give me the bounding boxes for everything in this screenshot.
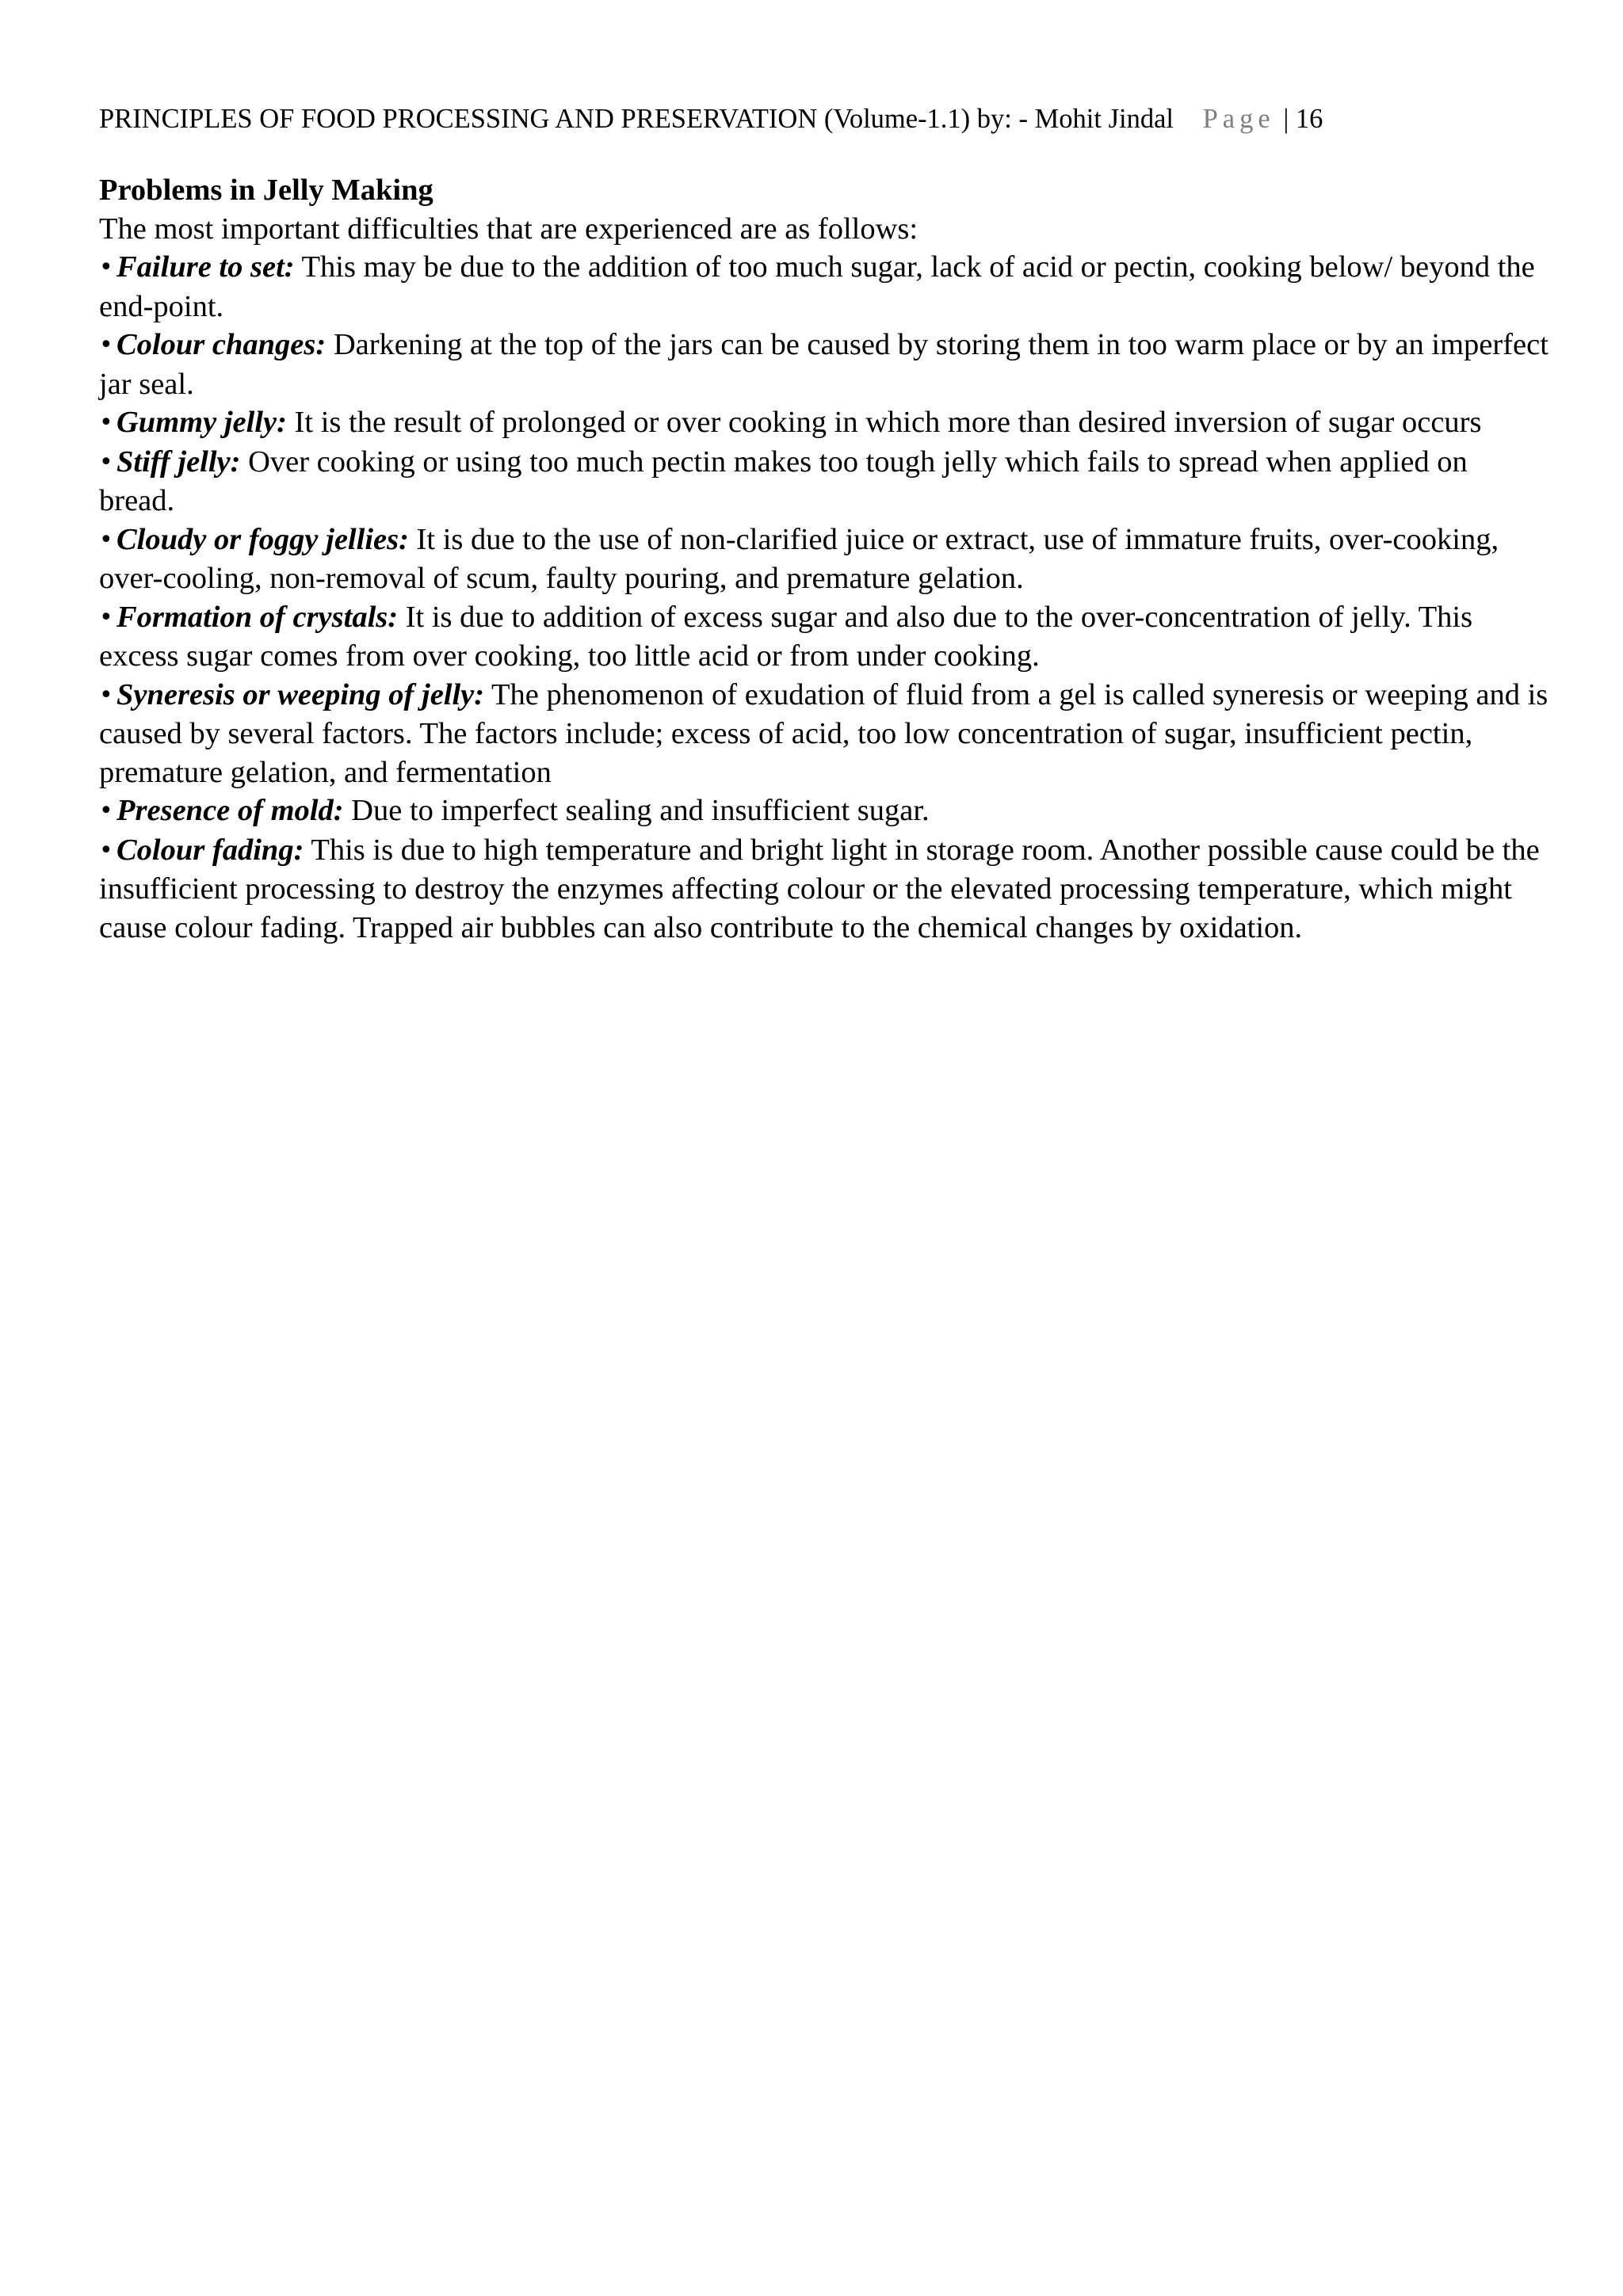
section-intro: The most important difficulties that are experienced are as follows: [99,212,918,246]
problem-term: Failure to set: [116,250,295,284]
problem-description: It is due to the use of non-clarified juice or extract, use of immature fruits, over-cooking, over-cooling, non-removal of scum, faulty pouring, and premature gelation. [99,522,1499,595]
problem-description: Due to imperfect sealing and insufficient sugar. [343,794,930,827]
problem-item-stiff-jelly [99,443,1549,521]
document-title: PRINCIPLES OF FOOD PROCESSING AND PRESERVATION (Volume-1.1) by: - Mohit Jindal [99,104,1174,134]
main-content [99,171,1549,947]
bullet-icon: • [99,797,113,825]
page-separator: | [1283,104,1289,134]
page-header [99,100,1526,138]
bullet-icon: • [99,836,113,864]
problem-description: Over cooking or using too much pectin makes too tough jelly which fails to spread when applied on bread. [99,444,1468,517]
problem-item-colour-changes [99,326,1549,403]
problem-term: Formation of crystals: [116,600,399,634]
problem-term: Cloudy or foggy jellies: [116,522,409,556]
section-heading: Problems in Jelly Making [99,174,433,207]
problem-description: Darkening at the top of the jars can be caused by storing them in too warm place or by an imperfect jar seal. [99,328,1549,401]
page-label: Page [1202,104,1275,134]
problem-item-syneresis [99,676,1549,792]
problem-list [99,248,1549,947]
problem-term: Presence of mold: [116,794,344,827]
problem-item-cloudy-jellies [99,521,1549,598]
problem-description: The phenomenon of exudation of fluid from a gel is called syneresis or weeping and is caused by several factors. The factors include; excess of acid, too low concentration of sugar, insufficient pectin, premature gelation, and fermentation [99,677,1549,789]
problem-description: This may be due to the addition of too much sugar, lack of acid or pectin, cooking below/ beyond the end-point. [99,250,1535,323]
problem-item-gummy-jelly [99,403,1549,443]
problem-item-colour-fading [99,831,1549,948]
bullet-icon: • [99,409,113,437]
problem-term: Colour changes: [116,328,327,361]
problem-description: This is due to high temperature and bright light in storage room. Another possible cause could be the insufficient processing to destroy the enzymes affecting colour or the elevated processing temperature, which might cause colour fading. Trapped air bubbles can also contribute to the chemical changes by oxidation. [99,833,1540,944]
problem-term: Gummy jelly: [116,406,287,439]
bullet-icon: • [99,254,113,281]
page-number: 16 [1295,104,1323,134]
bullet-icon: • [99,525,113,554]
problem-description: It is the result of prolonged or over cooking in which more than desired inversion of sugar occurs [286,406,1482,439]
problem-item-formation-of-crystals [99,598,1549,676]
bullet-icon: • [99,603,113,631]
problem-description: It is due to addition of excess sugar and also due to the over-concentration of jelly. This excess sugar comes from over cooking, too little acid or from under cooking. [99,600,1473,673]
problem-term: Colour fading: [116,833,304,867]
bullet-icon: • [99,448,113,476]
problem-item-failure-to-set [99,248,1549,326]
bullet-icon: • [99,331,113,359]
problem-item-presence-of-mold [99,791,1549,831]
problem-term: Stiff jelly: [116,444,241,479]
bullet-icon: • [99,681,113,709]
problem-term: Syneresis or weeping of jelly: [116,677,485,711]
